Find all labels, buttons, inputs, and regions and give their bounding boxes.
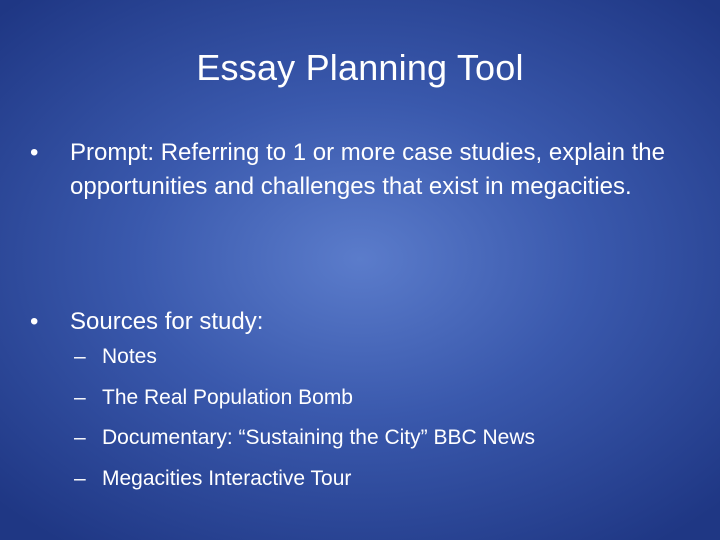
source-item-text: Notes [102, 345, 157, 368]
source-item-text: Megacities Interactive Tour [102, 466, 352, 490]
bullet-sources-text: Sources for study: [70, 308, 264, 335]
dash-marker: – [74, 345, 86, 368]
slide-title: Essay Planning Tool [196, 47, 524, 88]
source-item-population-bomb [74, 385, 694, 426]
source-item-interactive-tour [74, 466, 694, 507]
dash-marker: – [74, 466, 86, 490]
source-item-text: The Real Population Bomb [102, 385, 353, 409]
bullet-marker: • [30, 139, 39, 166]
source-item-text: Documentary: “Sustaining the City” BBC News [102, 426, 535, 449]
source-item-documentary [74, 425, 694, 466]
source-item-notes [74, 344, 694, 385]
sources-list [74, 344, 694, 506]
dash-marker: – [74, 426, 86, 449]
bullet-sources [30, 305, 680, 339]
bullet-prompt-text: Prompt: Referring to 1 or more case studies, explain the opportunities and challenges that exist in megacities. [70, 139, 665, 200]
bullet-marker: • [30, 308, 39, 335]
dash-marker: – [74, 385, 86, 409]
bullet-prompt [30, 136, 680, 204]
